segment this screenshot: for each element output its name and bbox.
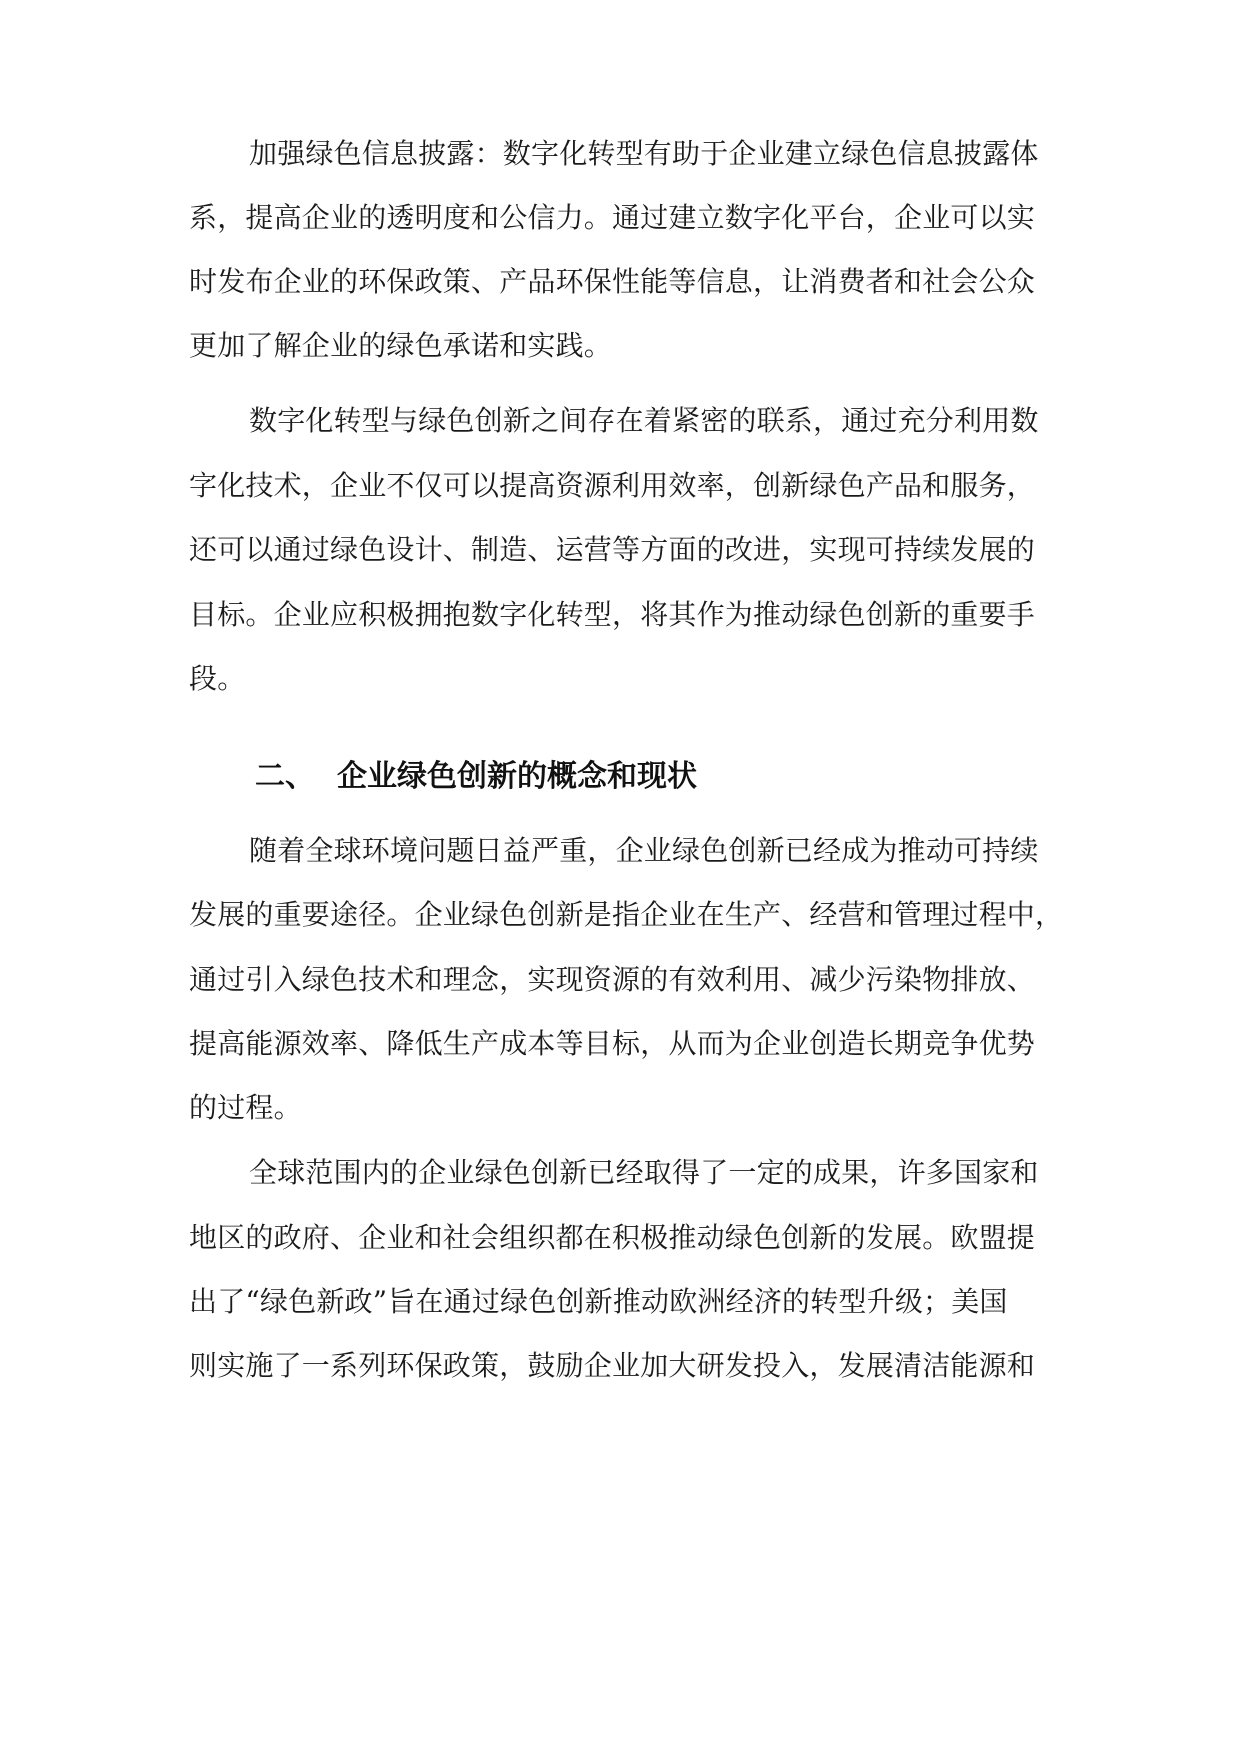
section-number: 二、 bbox=[255, 759, 315, 794]
paragraph-line: 还可以通过绿色设计、制造、运营等方面的改进，实现可持续发展的 bbox=[189, 533, 1036, 566]
section-title: 企业绿色创新的概念和现状 bbox=[337, 759, 697, 794]
paragraph-line: 地区的政府、企业和社会组织都在积极推动绿色创新的发展。欧盟提 bbox=[189, 1221, 1036, 1254]
paragraph-line: 数字化转型与绿色创新之间存在着紧密的联系，通过充分利用数 bbox=[249, 404, 1039, 437]
paragraph-line: 发展的重要途径。企业绿色创新是指企业在生产、经营和管理过程中， bbox=[189, 898, 1064, 931]
paragraph-line: 目标。企业应积极拥抱数字化转型，将其作为推动绿色创新的重要手 bbox=[189, 598, 1036, 631]
paragraph-line: 系，提高企业的透明度和公信力。通过建立数字化平台，企业可以实 bbox=[189, 201, 1036, 234]
paragraph-line: 全球范围内的企业绿色创新已经取得了一定的成果，许多国家和 bbox=[249, 1156, 1039, 1189]
paragraph-line: 时发布企业的环保政策、产品环保性能等信息，让消费者和社会公众 bbox=[189, 265, 1036, 298]
paragraph-line: 则实施了一系列环保政策，鼓励企业加大研发投入，发展清洁能源和 bbox=[189, 1349, 1036, 1382]
paragraph-line: 提高能源效率、降低生产成本等目标，从而为企业创造长期竞争优势 bbox=[189, 1027, 1036, 1060]
paragraph-line: 出了“绿色新政”旨在通过绿色创新推动欧洲经济的转型升级；美国 bbox=[189, 1285, 1008, 1318]
paragraph-line: 通过引入绿色技术和理念，实现资源的有效利用、减少污染物排放、 bbox=[189, 963, 1036, 996]
paragraph-line: 段。 bbox=[189, 662, 246, 695]
paragraph-line: 更加了解企业的绿色承诺和实践。 bbox=[189, 329, 613, 362]
paragraph-line: 字化技术，企业不仅可以提高资源利用效率，创新绿色产品和服务， bbox=[189, 469, 1036, 502]
paragraph-line: 加强绿色信息披露：数字化转型有助于企业建立绿色信息披露体 bbox=[249, 137, 1039, 170]
paragraph-line: 的过程。 bbox=[189, 1091, 302, 1124]
paragraph-line: 随着全球环境问题日益严重，企业绿色创新已经成为推动可持续 bbox=[249, 834, 1039, 867]
section-heading bbox=[255, 755, 697, 799]
